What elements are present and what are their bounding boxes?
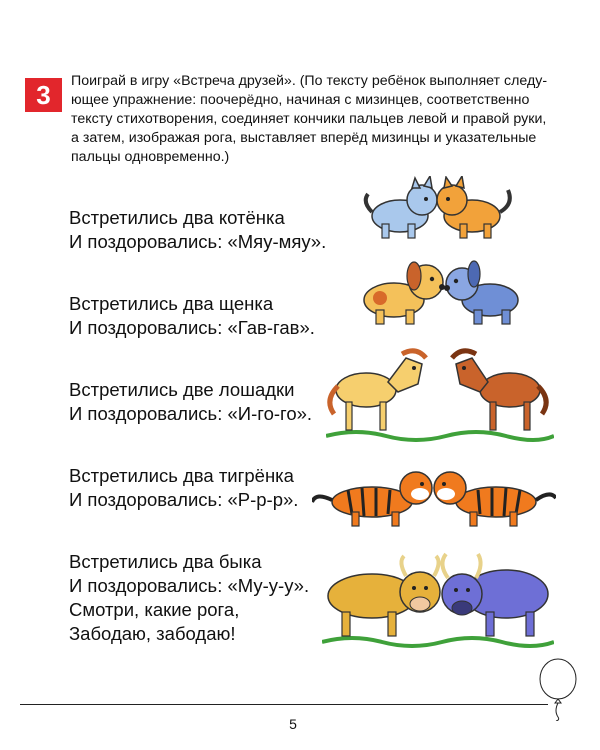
instruction-line: ющее упражнение: поочерёдно, начиная с мизинцев, соответственно [71, 92, 530, 108]
verse-kittens [69, 206, 326, 254]
task-number-badge: 3 [25, 78, 62, 112]
kittens-illustration [360, 176, 520, 244]
task-instruction [71, 72, 558, 167]
bulls-illustration [322, 552, 554, 648]
verse-line: И поздоровались: «И-го-го». [69, 403, 313, 424]
verse-line: Встретились две лошадки [69, 379, 295, 400]
puppies-illustration [356, 254, 532, 330]
verse-tigers [69, 464, 298, 512]
verse-line: Встретились два щенка [69, 293, 274, 314]
verse-line: Встретились два тигрёнка [69, 465, 294, 486]
instruction-line: пальцы одновременно.) [71, 149, 230, 165]
verse-line: Встретились два котёнка [69, 207, 285, 228]
verse-line: И поздоровались: «Гав-гав». [69, 317, 315, 338]
verse-horses [69, 378, 312, 426]
verse-line: И поздоровались: «Мяу-мяу». [69, 231, 327, 252]
instruction-line: а затем, изображая рога, выставляет вперёд мизинцы и указательные [71, 130, 537, 146]
horses-illustration [326, 342, 554, 442]
verse-puppies [69, 292, 315, 340]
instruction-line: тексту стихотворения, соединяет кончики пальцев левой и правой руки, [71, 111, 547, 127]
verse-line: Забодаю, забодаю! [69, 623, 236, 644]
verse-line: И поздоровались: «Му-у-у». [69, 575, 310, 596]
page-number: 5 [289, 716, 297, 732]
verse-line: И поздоровались: «Р-р-р». [69, 489, 299, 510]
verse-line: Смотри, какие рога, [69, 599, 240, 620]
verse-bulls [69, 550, 309, 646]
instruction-line: Поиграй в игру «Встреча друзей». (По тексту ребёнок выполняет следу- [71, 73, 548, 89]
tigers-illustration [312, 462, 556, 534]
footer-divider [20, 704, 548, 705]
verse-line: Встретились два быка [69, 551, 262, 572]
balloon-icon [536, 657, 580, 721]
